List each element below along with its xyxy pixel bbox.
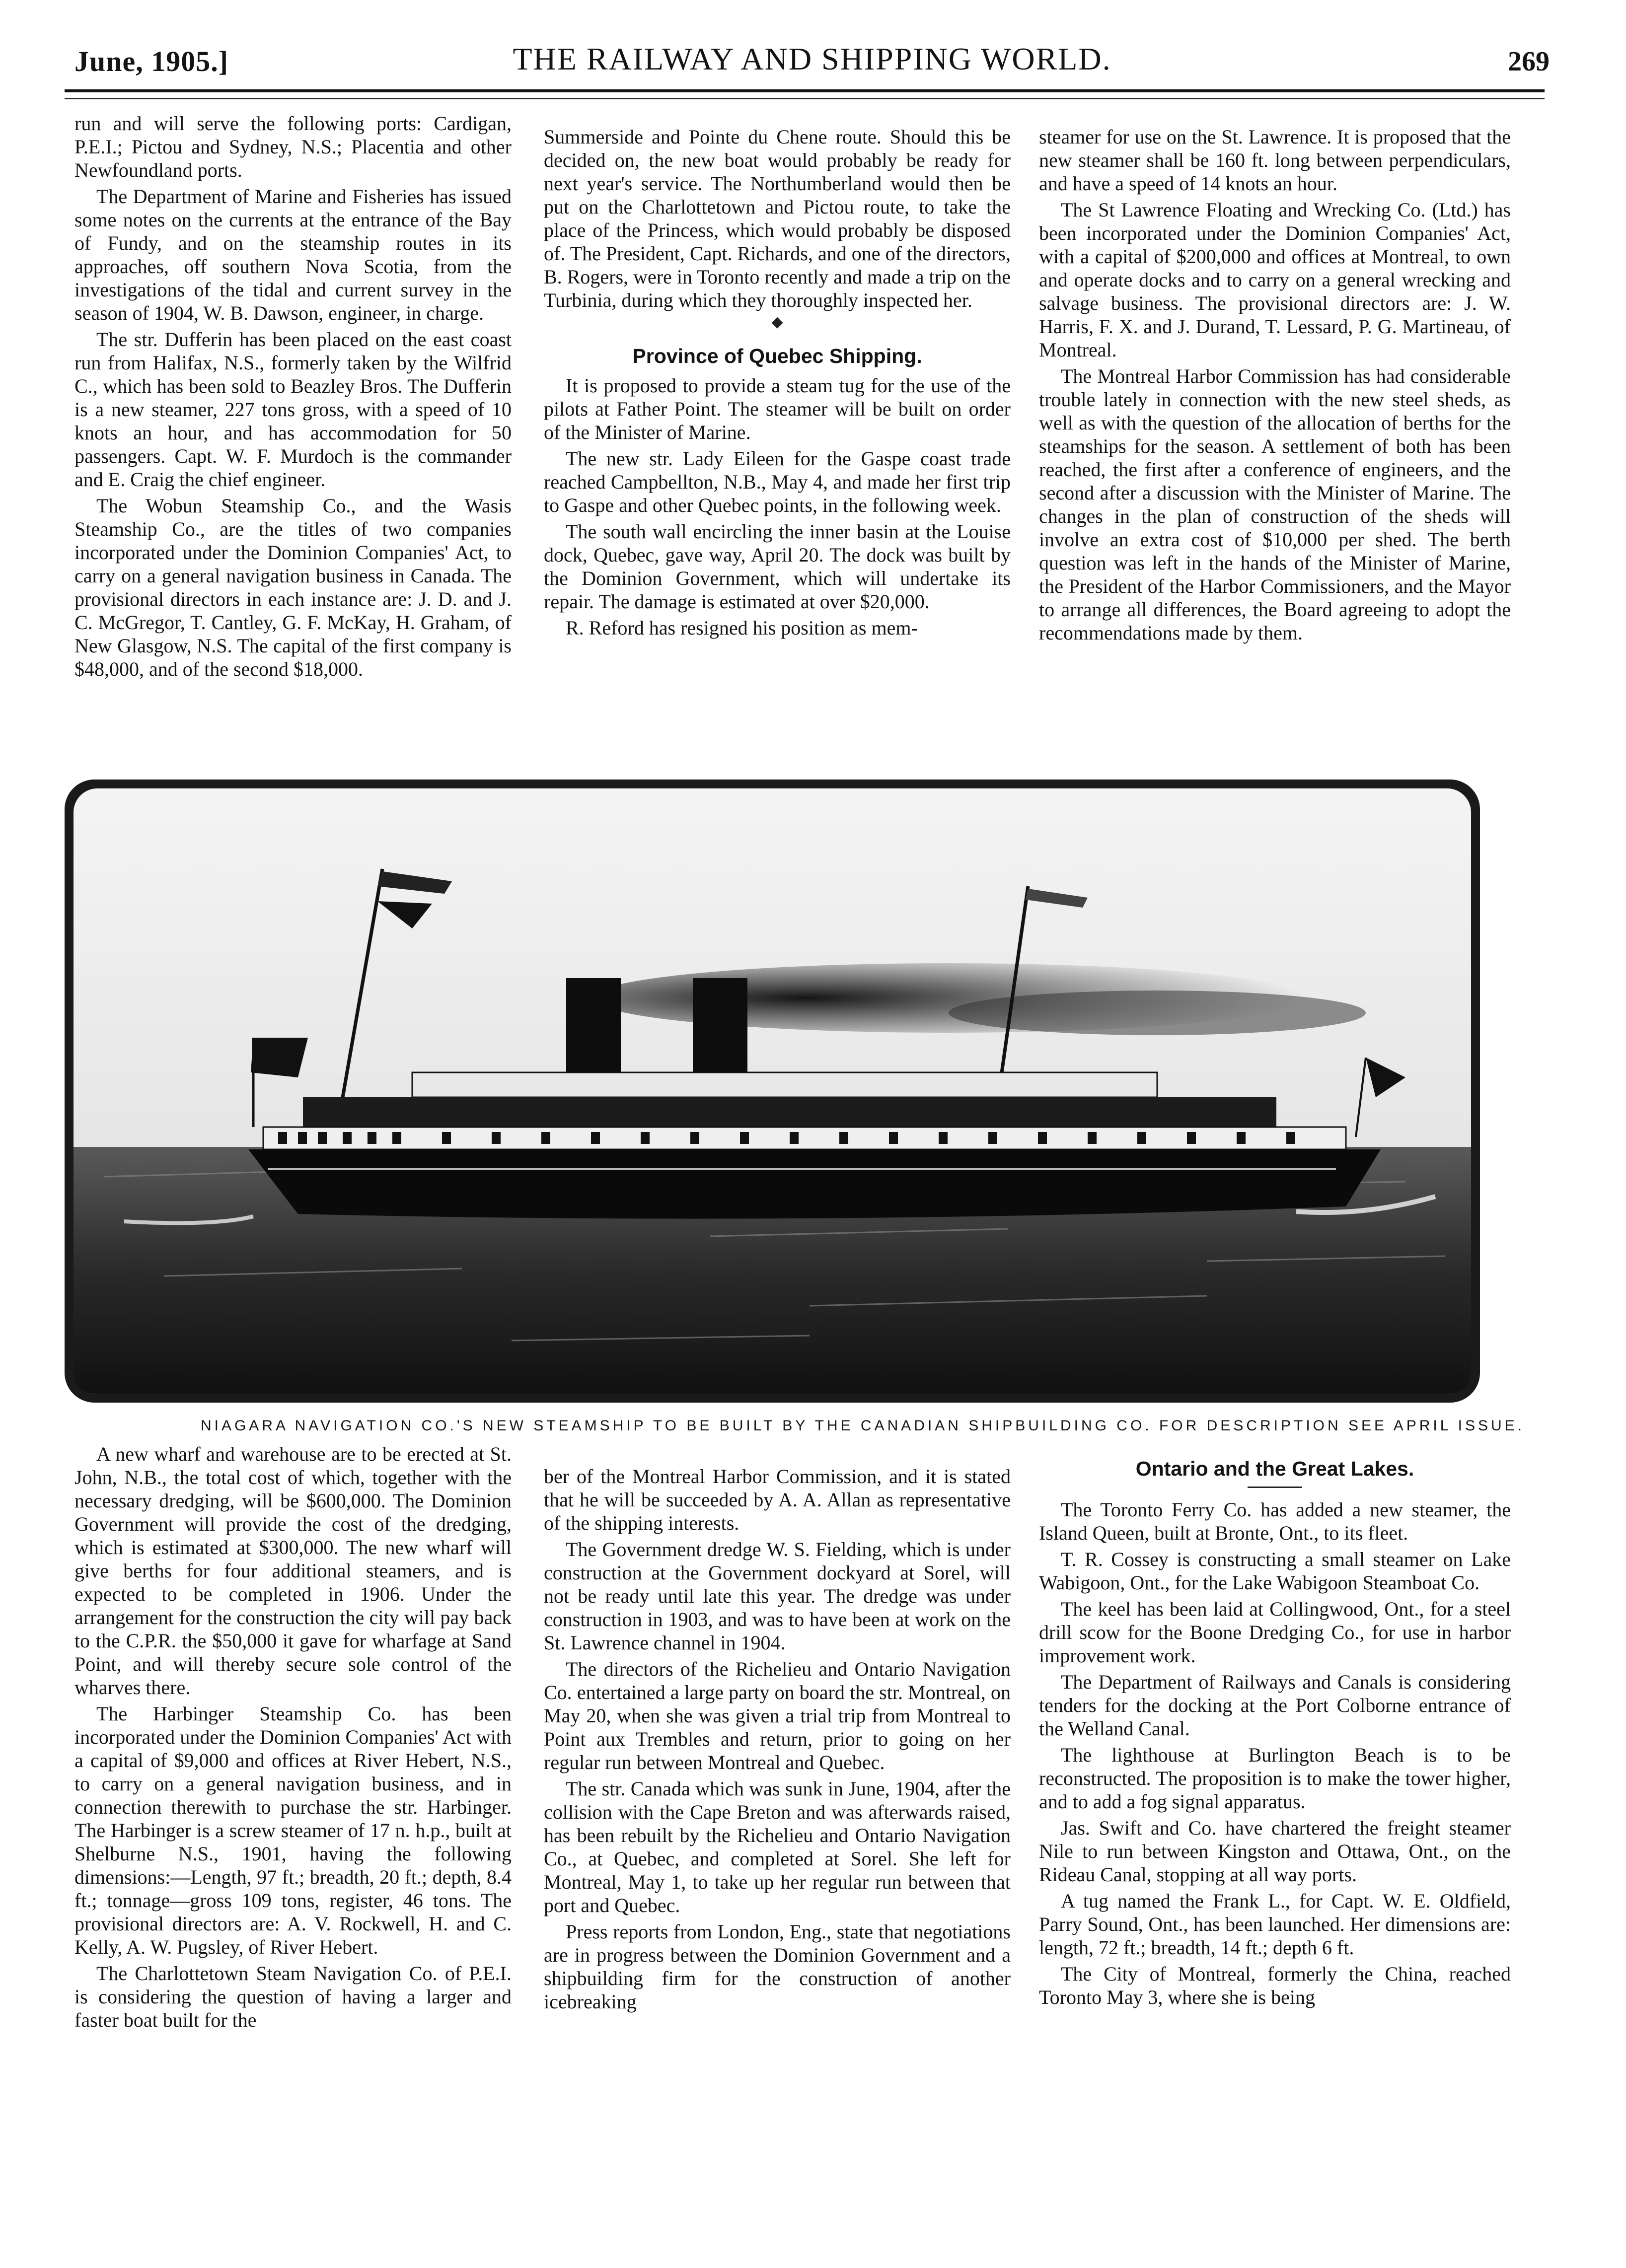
paragraph: The str. Canada which was sunk in June, 1904, after the collision with the Cape Breton and was afterwards raised, has been rebuilt by the Richelieu and Ontario Navigation Co., at Quebec, and completed at Sorel. She left for Montreal, May 1, to take up her regular run between that port and Quebec. [544, 1777, 1011, 1916]
paragraph: The directors of the Richelieu and Ontario Navigation Co. entertained a large party on board the str. Montreal, on May 20, when she was given a trial trip from Montreal to Point aux Trembles and return, prior to going on her regular run between Montreal and Quebec. [544, 1658, 1011, 1773]
top-column-1 [74, 112, 512, 684]
figure-caption: NIAGARA NAVIGATION CO.'S NEW STEAMSHIP TO BE BUILT BY THE CANADIAN SHIPBUILDING CO. FOR DESCRIPTION SEE APRIL ISSUE. [200, 1418, 1525, 1434]
bottom-column-2 [544, 1465, 1011, 2016]
issue-date: June, 1905.] [74, 45, 229, 77]
paragraph: The south wall encircling the inner basin at the Louise dock, Quebec, gave way, April 20. The dock was built by the Dominion Government, which will undertake its repair. The damage is estimated at over $20,000. [544, 520, 1011, 613]
section-heading-ontario-great-lakes: Ontario and the Great Lakes. [1135, 1457, 1414, 1480]
paragraph: The lighthouse at Burlington Beach is to be reconstructed. The proposition is to make the tower higher, and to add a fog signal apparatus. [1039, 1744, 1511, 1813]
section-heading-quebec-shipping: Province of Quebec Shipping. [632, 345, 922, 367]
paragraph: The Charlottetown Steam Navigation Co. of P.E.I. is considering the question of having a larger and faster boat built for the [74, 1962, 512, 2031]
paragraph: The Department of Railways and Canals is considering tenders for the docking at the Port Colborne entrance of the Welland Canal. [1039, 1671, 1511, 1740]
paragraph: ber of the Montreal Harbor Commission, and it is stated that he will be succeeded by A. A. Allan as representative of the shipping interests. [544, 1465, 1011, 1534]
bottom-column-1 [74, 1442, 512, 2035]
paragraph: Jas. Swift and Co. have chartered the freight steamer Nile to run between Kingston and Ottawa, Ont., on the Rideau Canal, stopping at all way ports. [1039, 1817, 1511, 1886]
page-number: 269 [1508, 46, 1550, 77]
paragraph: A new wharf and warehouse are to be erected at St. John, N.B., the total cost of which, together with the necessary dredging, will be $600,000. The Dominion Government will provide the cost of the dredging, which is estimated at $300,000. The new wharf will give berths for four additional steamers, and is expected to be completed in 1906. Under the arrangement for the construction the city will pay back to the C.P.R. the $50,000 it gave for wharfage at Sand Point, and will thereby secure sole control of the wharves there. [74, 1443, 512, 1699]
paragraph: The Harbinger Steamship Co. has been incorporated under the Dominion Companies' Act with a capital of $9,000 and offices at River Hebert, N.S., to carry on a general navigation business, and in connection therewith to purchase the str. Harbinger. The Harbinger is a screw steamer of 17 n. h.p., built at Shelburne N.S., 1901, having the following dimensions:—Length, 97 ft.; breadth, 20 ft.; depth, 8.4 ft.; tonnage—gross 109 tons, register, 46 tons. The provisional directors are: A. V. Rockwell, H. and C. Kelly, A. W. Pugsley, of River Hebert. [74, 1702, 512, 1958]
paragraph: It is proposed to provide a steam tug for the use of the pilots at Father Point. The steamer will be built on order of the Minister of Marine. [544, 374, 1011, 443]
paragraph: T. R. Cossey is constructing a small steamer on Lake Wabigoon, Ont., for the Lake Wabigoon Steamboat Co. [1039, 1548, 1511, 1594]
paragraph: The Montreal Harbor Commission has had considerable trouble lately in connection with the new steel sheds, as well as with the question of the allocation of berths for the steamships for the season. A settlement of both has been reached, the first after a conference of engineers, and the second after a discussion with the Minister of Marine. The changes in the plan of construction of the sheds will involve an extra cost of $10,000 per shed. The berth question was left in the hands of the Minister of Marine, the President of the Harbor Commissioners, and the Mayor to arrange all differences, the Board agreeing to adopt the recommendations made by them. [1039, 365, 1511, 644]
paragraph: The Toronto Ferry Co. has added a new steamer, the Island Queen, built at Bronte, Ont., to its fleet. [1039, 1498, 1511, 1544]
header-rule-thick [65, 89, 1545, 92]
paragraph: The keel has been laid at Collingwood, Ont., for a steel drill scow for the Boone Dredging Co., for use in harbor improvement work. [1039, 1598, 1511, 1667]
heading-rule [1248, 1487, 1302, 1488]
header-rule-thin [65, 98, 1545, 99]
paragraph: The Wobun Steamship Co., and the Wasis Steamship Co., are the titles of two companies incorporated under the Dominion Companies' Act, to carry on a general navigation business in Canada. The provisional directors in each instance are: J. D. and J. C. McGregor, T. Cantley, G. F. McKay, H. Graham, of New Glasgow, N.S. The capital of the first company is $48,000, and of the second $18,000. [74, 495, 512, 680]
journal-title: THE RAILWAY AND SHIPPING WORLD. [513, 41, 1111, 76]
paragraph: steamer for use on the St. Lawrence. It is proposed that the new steamer shall be 160 ft. long between perpendiculars, and have a speed of 14 knots an hour. [1039, 126, 1511, 195]
top-column-3 [1039, 125, 1511, 647]
paragraph: A tug named the Frank L., for Capt. W. E. Oldfield, Parry Sound, Ont., has been launched. Her dimensions are: length, 72 ft.; breadth, 14 ft.; depth 6 ft. [1039, 1890, 1511, 1959]
running-head [74, 40, 1550, 84]
paragraph: The City of Montreal, formerly the China, reached Toronto May 3, where she is being [1039, 1963, 1511, 2008]
section-ornament: ◆ [771, 314, 783, 330]
paragraph: The St Lawrence Floating and Wrecking Co. (Ltd.) has been incorporated under the Dominion Companies' Act, with a capital of $200,000 and offices at Montreal, to own and operate docks and to carry on a general wrecking and salvage business. The provisional directors are: J. W. Harris, F. X. and J. Durand, T. Lessard, P. G. Martineau, of Montreal. [1039, 199, 1511, 361]
paragraph: R. Reford has resigned his position as mem- [566, 617, 918, 639]
paragraph: The Government dredge W. S. Fielding, which is under construction at the Government dockyard at Sorel, will not be ready until late this year. The dredge was under construction in 1903, and was to have been at work on the St. Lawrence channel in 1904. [544, 1538, 1011, 1654]
steamship-illustration [65, 780, 1480, 1403]
paragraph: The str. Dufferin has been placed on the east coast run from Halifax, N.S., formerly taken by the Wilfrid C., which has been sold to Beazley Bros. The Dufferin is a new steamer, 227 tons gross, with a speed of 10 knots an hour, and has accommodation for 50 passengers. Capt. W. F. Murdoch is the commander and E. Craig the chief engineer. [74, 328, 512, 491]
paragraph: The new str. Lady Eileen for the Gaspe coast trade reached Campbellton, N.B., May 4, and made her first trip to Gaspe and other Quebec points, in the following week. [544, 447, 1011, 516]
paragraph: The Department of Marine and Fisheries has issued some notes on the currents at the entrance of the Bay of Fundy, and on the steamship routes in its approaches, off southern Nova Scotia, from the investigations of the tidal and current survey in the season of 1904, W. B. Dawson, engineer, in charge. [74, 185, 512, 324]
top-column-2 [544, 125, 1011, 642]
paragraph: run and will serve the following ports: Cardigan, P.E.I.; Pictou and Sydney, N.S.; Placentia and other Newfoundland ports. [74, 112, 512, 181]
steamship-photo [65, 780, 1480, 1403]
paragraph: Press reports from London, Eng., state that negotiations are in progress between the Dominion Government and a shipbuilding firm for the construction of another icebreaking [544, 1920, 1011, 2013]
bottom-column-3 [1039, 1457, 1511, 2012]
paragraph: Summerside and Pointe du Chene route. Should this be decided on, the new boat would probably be ready for next year's service. The Northumberland would then be put on the Charlottetown and Pictou route, to take the place of the Princess, which would probably be disposed of. The President, Capt. Richards, and one of the directors, B. Rogers, were in Toronto recently and made a trip on the Turbinia, during which they thoroughly inspected her. [544, 126, 1011, 311]
